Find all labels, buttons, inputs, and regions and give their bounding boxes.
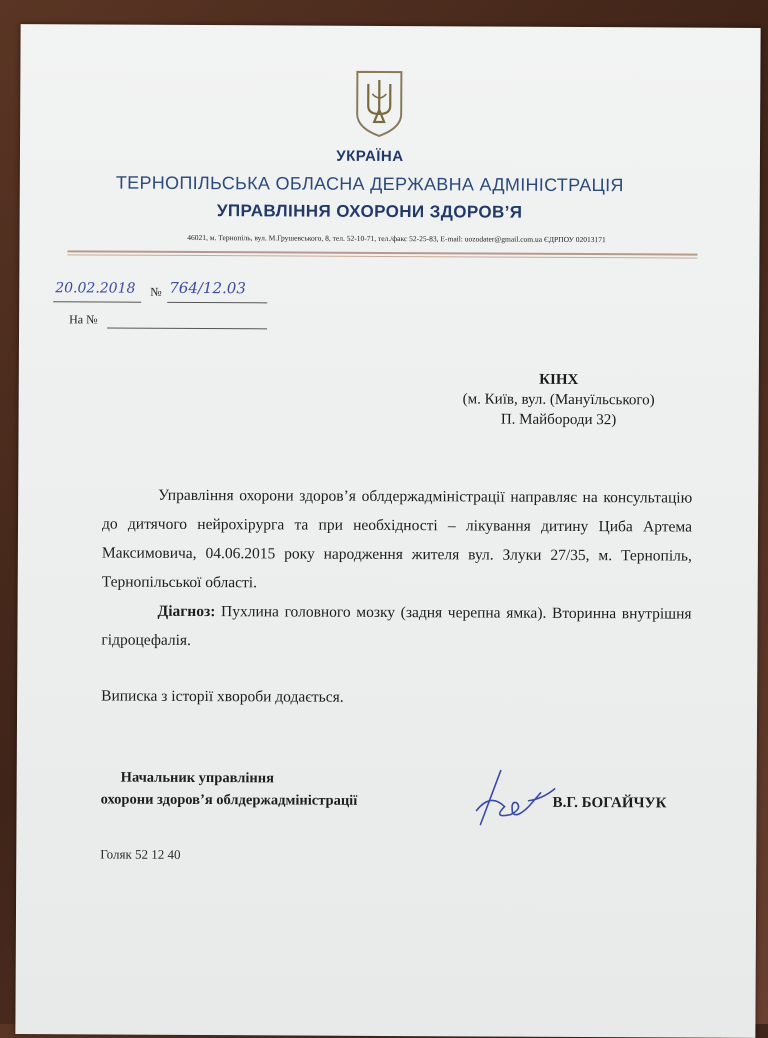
letterhead-country: УКРАЇНА [336, 147, 404, 166]
reference-underline [107, 327, 267, 330]
letterhead-contacts: 46021, м. Тернопіль, вул. М.Грушевського, 8, тел. 52-10-71, тел./факс 52-25-83, E-mail: uozodater@gmail.com.ua ЄДРПОУ 02013171 [187, 232, 606, 245]
handwritten-signature-icon [470, 762, 560, 832]
diagnosis-label: Діагноз: [157, 602, 216, 621]
letter-body [101, 481, 692, 658]
date-underline [53, 300, 141, 302]
signatory-title [101, 766, 358, 811]
number-underline [167, 301, 267, 304]
recipient-address-line2: П. Майбороди 32) [500, 411, 617, 429]
attachment-note: Виписка з історії хвороби додається. [101, 687, 344, 706]
reference-number-label: На № [69, 312, 98, 327]
letterhead-department: УПРАВЛІННЯ ОХОРОНИ ЗДОРОВ’Я [216, 201, 523, 222]
trident-coat-of-arms-icon [354, 70, 404, 138]
letterhead-administration: ТЕРНОПІЛЬСЬКА ОБЛАСНА ДЕРЖАВНА АДМІНІСТРАЦІЯ [115, 172, 624, 196]
registration-number-label: № [150, 284, 162, 299]
recipient-name: КІНХ [539, 371, 579, 388]
body-paragraph: Управління охорони здоров’я облдержадміністрації направляє на консультацію до дитячого нейрохірурга та при необхідності – лікування дитину Циба Артема Максимовича, 04.06.2015 року народження жителя вул. Злуки 27/35, м. Тернопіль, Тернопільської області. [101, 486, 693, 592]
signatory-name: В.Г. БОГАЙЧУК [552, 794, 667, 812]
executor-contact: Голяк 52 12 40 [100, 846, 181, 862]
diagnosis-text: Пухлина головного мозку (задня черепна ямка). Вторинна внутрішня гідроцефалія. [101, 603, 692, 649]
signatory-title-line1: Начальник управління [120, 769, 275, 787]
recipient-block [439, 369, 679, 430]
registration-number: 764/12.03 [169, 278, 246, 298]
diagnosis-paragraph [101, 597, 691, 658]
recipient-address-line1: (м. Київ, вул. (Мануїльського) [462, 391, 655, 409]
signatory-title-line2: охорони здоров’я облдержадміністрації [100, 791, 358, 809]
letter-page [15, 24, 760, 1038]
registration-date: 20.02.2018 [55, 280, 136, 297]
